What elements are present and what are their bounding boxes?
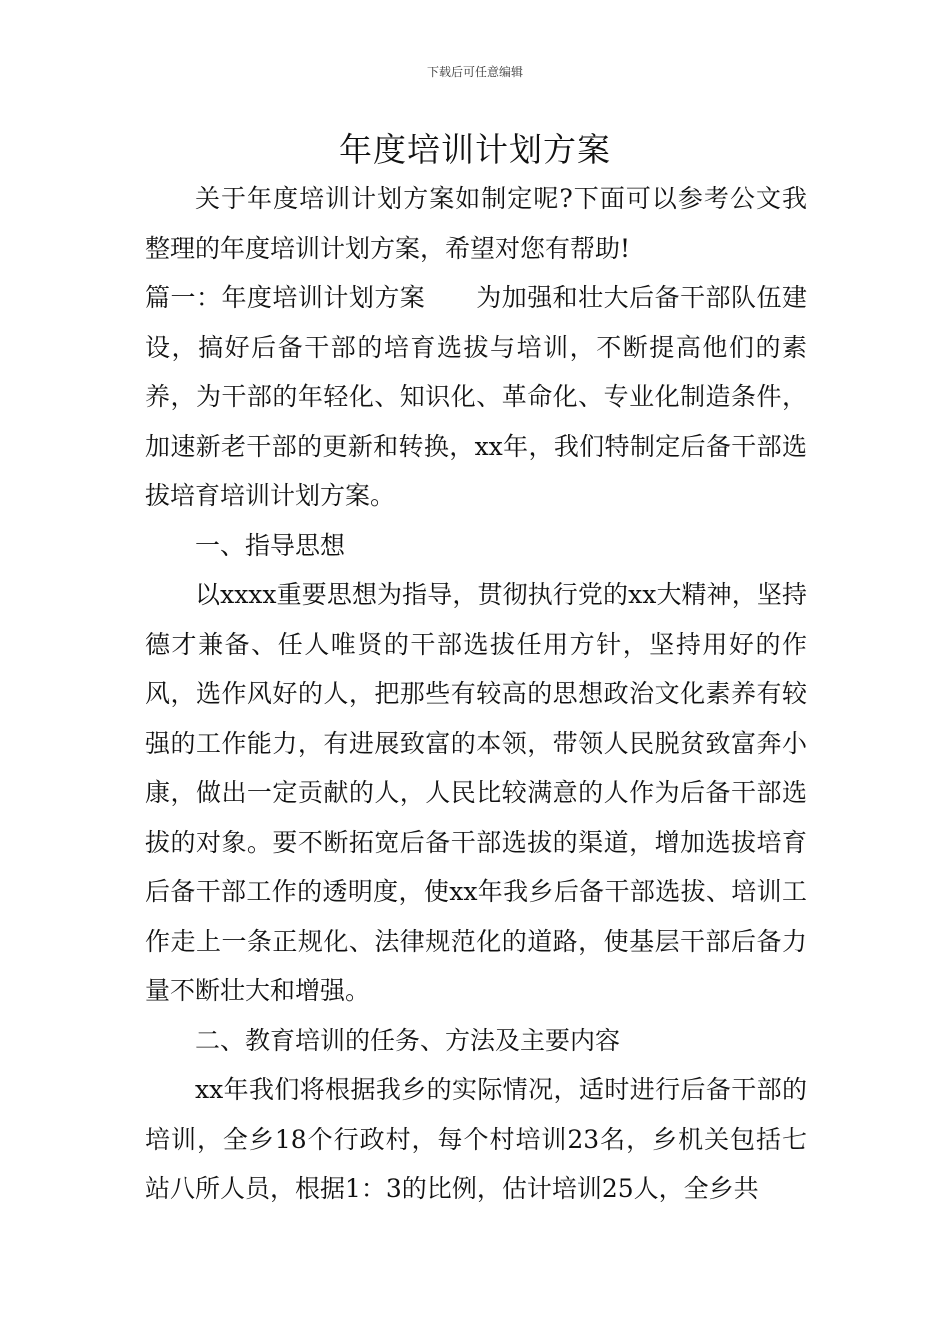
document-title: 年度培训计划方案 bbox=[339, 130, 611, 169]
section-heading: 一、指导思想 bbox=[195, 530, 346, 560]
document-body bbox=[145, 174, 807, 1214]
section-heading: 二、教育培训的任务、方法及主要内容 bbox=[195, 1025, 621, 1055]
section-paragraph: 篇一：年度培训计划方案 为加强和壮大后备干部队伍建设，搞好后备干部的培育选拔与培训，不断提高他们的素养，为干部的年轻化、知识化、革命化、专业化制造条件，加速新老干部的更新和转换，xx年，我们特制定后备干部选拔培育培训计划方案。 bbox=[145, 283, 807, 510]
header-note: 下载后可任意编辑 bbox=[426, 65, 523, 79]
body-paragraph: 以xxxx重要思想为指导，贯彻执行党的xx大精神，坚持德才兼备、任人唯贤的干部选拔任用方针，坚持用好的作风，选作风好的人，把那些有较高的思想政治文化素养有较强的工作能力，有进展致富的本领，带领人民脱贫致富奔小康，做出一定贡献的人，人民比较满意的人作为后备干部选拔的对象。要不断拓宽后备干部选拔的渠道，增加选拔培育后备干部工作的透明度，使xx年我乡后备干部选拔、培训工作走上一条正规化、法律规范化的道路，使基层干部后备力量不断壮大和增强。 bbox=[145, 580, 807, 1005]
body-paragraph: xx年我们将根据我乡的实际情况，适时进行后备干部的培训，全乡18个行政村，每个村培训23名，乡机关包括七站八所人员，根据1：3的比例，估计培训25人，全乡共 bbox=[145, 1075, 807, 1203]
intro-paragraph: 关于年度培训计划方案如制定呢?下面可以参考公文我整理的年度培训计划方案，希望对您有帮助! bbox=[145, 184, 807, 263]
